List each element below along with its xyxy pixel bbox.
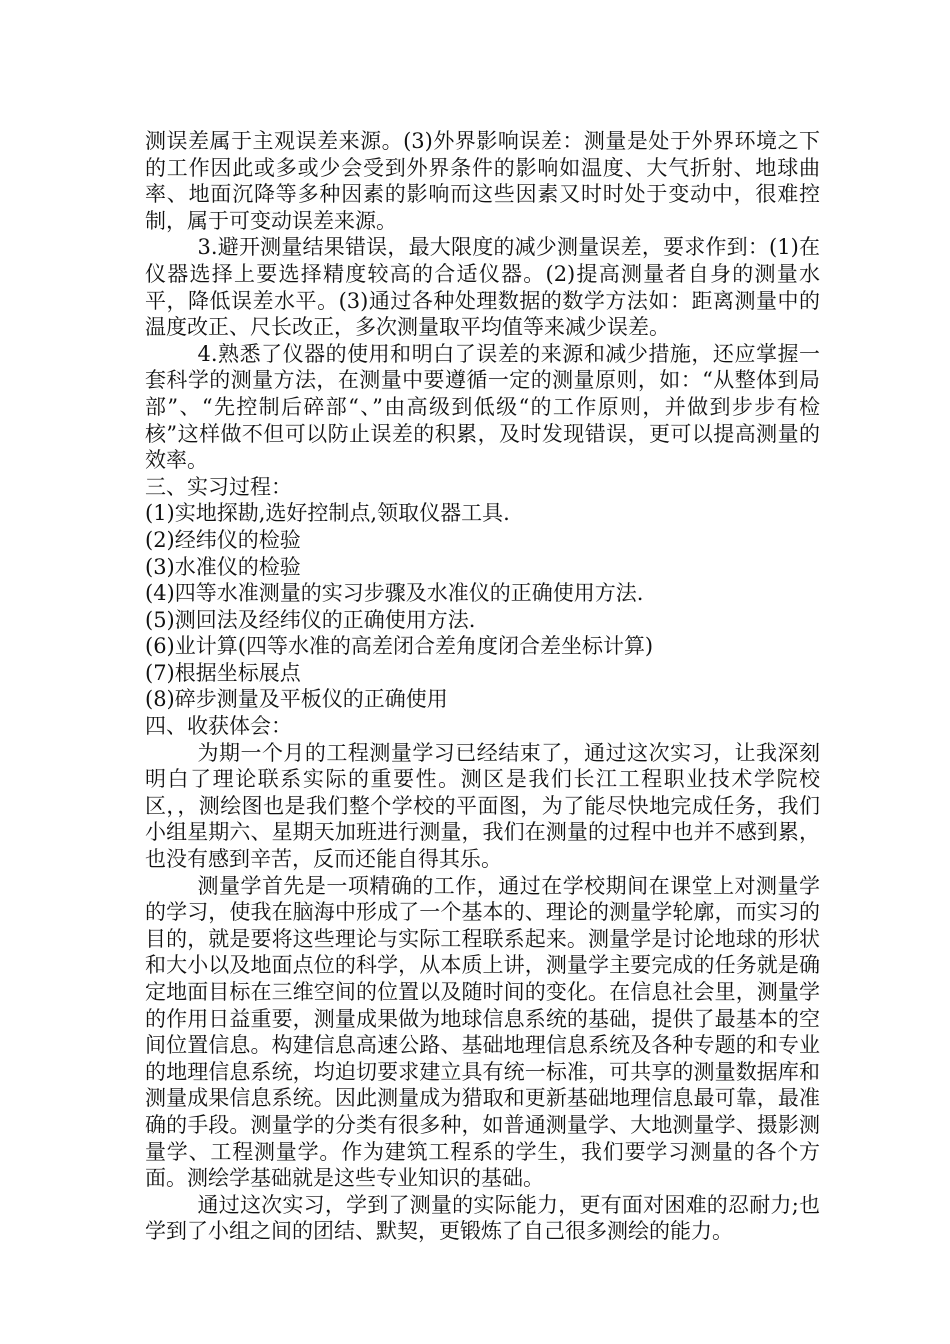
list-item: (7)根据坐标展点 — [145, 660, 301, 685]
section-heading-reflections: 四、收获体会： — [145, 714, 292, 739]
list-item: (8)碎步测量及平板仪的正确使用 — [145, 687, 448, 712]
paragraph-conclusion: 通过这次实习，学到了测量的实际能力，更有面对困难的忍耐力;也学到了小组之间的团结、默契，更锻炼了自己很多测绘的能力。 — [145, 1192, 820, 1244]
list-item: (3)水准仪的检验 — [145, 554, 301, 579]
paragraph-avoid-errors: 3.避开测量结果错误，最大限度的减少测量误差，要求作到：(1)在仪器选择上要选择精度较高的合适仪器。(2)提高测量者自身的测量水平，降低误差水平。(3)通过各种处理数据的数学方法如：距离测量中的温度改正、尺长改正，多次测量取平均值等来减少误差。 — [145, 235, 820, 340]
section-heading-process: 三、实习过程： — [145, 474, 292, 499]
list-item: (2)经纬仪的检验 — [145, 527, 301, 552]
list-item: (4)四等水准测量的实习步骤及水准仪的正确使用方法. — [145, 581, 644, 606]
list-item: (1)实地探勘,选好控制点,领取仪器工具. — [145, 501, 510, 526]
paragraph-surveying-importance: 测量学首先是一项精确的工作，通过在学校期间在课堂上对测量学的学习，使我在脑海中形成了一个基本的、理论的测量学轮廓，而实习的目的，就是要将这些理论与实际工程联系起来。测量学是讨论地球的形状和大小以及地面点位的科学，从本质上讲，测量学主要完成的任务就是确定地面目标在三维空间的位置以及随时间的变化。在信息社会里，测量学的作用日益重要，测量成果做为地球信息系统的基础，提供了最基本的空间位置信息。构建信息高速公路、基础地理信息系统及各种专题的和专业的地理信息系统，均迫切要求建立具有统一标准，可共享的测量数据库和测量成果信息系统。因此测量成为猎取和更新基础地理信息最可靠，最准确的手段。测量学的分类有很多种，如普通测量学、大地测量学、摄影测量学、工程测量学。作为建筑工程系的学生，我们要学习测量的各个方面。测绘学基础就是这些专业知识的基础。 — [145, 873, 820, 1191]
paragraph-measurement-principles: 4.熟悉了仪器的使用和明白了误差的来源和减少措施，还应掌握一套科学的测量方法，在测量中要遵循一定的测量原则，如：“从整体到局部”、“先控制后碎部“、”由高级到低级“的工作原则，并做到步步有检核”这样做不但可以防止误差的积累，及时发现错误，更可以提高测量的效率。 — [145, 341, 820, 473]
list-item: (5)测回法及经纬仪的正确使用方法. — [145, 607, 476, 632]
document-body — [145, 128, 820, 1245]
paragraph-error-sources: 测误差属于主观误差来源。(3)外界影响误差：测量是处于外界环境之下的工作因此或多或少会受到外界条件的影响如温度、大气折射、地球曲率、地面沉降等多种因素的影响而这些因素又时时处于变动中，很难控制，属于可变动误差来源。 — [145, 129, 820, 233]
list-item: (6)业计算(四等水准的高差闭合差角度闭合差坐标计算) — [145, 634, 654, 659]
paragraph-month-summary: 为期一个月的工程测量学习已经结束了，通过这次实习，让我深刻明白了理论联系实际的重要性。测区是我们长江工程职业技术学院校区，，测绘图也是我们整个学校的平面图，为了能尽快地完成任务，我们小组星期六、星期天加班进行测量，我们在测量的过程中也并不感到累，也没有感到辛苦，反而还能自得其乐。 — [145, 740, 820, 872]
